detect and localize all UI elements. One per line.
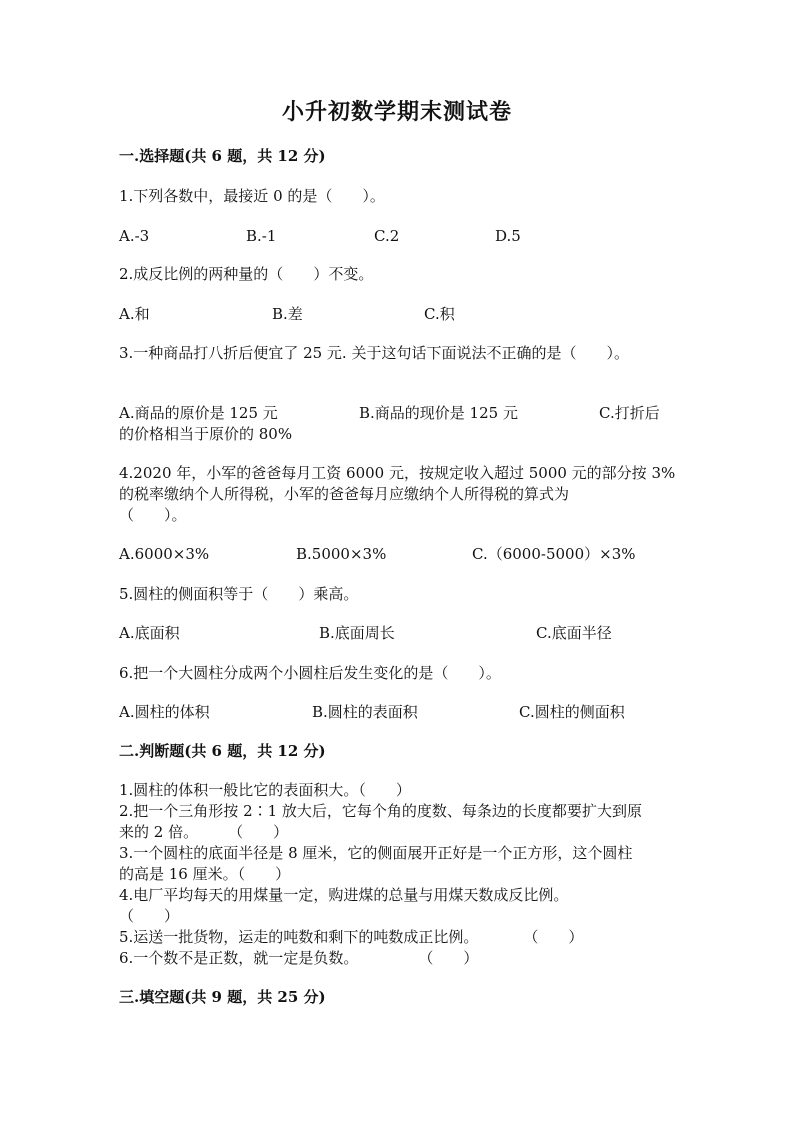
question-5-text: 5.圆柱的侧面积等于（ ）乘高。 bbox=[119, 585, 359, 603]
section-heading-choice: 一.选择题(共 6 题，共 12 分) bbox=[119, 147, 326, 165]
judge-line-2: 2.把一个三角形按 2∶1 放大后，它每个角的度数、每条边的长度都要扩大到原 bbox=[119, 802, 642, 820]
q1-option-a: A.-3 bbox=[119, 227, 150, 245]
q1-option-d: D.5 bbox=[495, 227, 521, 245]
q6-option-c: C.圆柱的侧面积 bbox=[519, 703, 625, 721]
q5-option-c: C.底面半径 bbox=[536, 624, 612, 642]
question-2-text: 2.成反比例的两种量的（ ）不变。 bbox=[119, 265, 374, 283]
judge-line-1: 1.圆柱的体积一般比它的表面积大。（ ） bbox=[119, 781, 411, 799]
q2-option-b: B.差 bbox=[272, 305, 303, 323]
judge-line-9: 6.一个数不是正数，就一定是负数。 （ ） bbox=[119, 949, 479, 967]
section-heading-fill: 三.填空题(共 9 题，共 25 分) bbox=[119, 988, 326, 1006]
q3-option-a: A.商品的原价是 125 元 bbox=[119, 404, 278, 422]
q1-option-c: C.2 bbox=[374, 227, 400, 245]
judge-line-6: 4.电厂平均每天的用煤量一定，购进煤的总量与用煤天数成反比例。 bbox=[119, 886, 569, 904]
q3-option-c-continuation: 的价格相当于原价的 80% bbox=[119, 425, 293, 443]
question-1-text: 1.下列各数中，最接近 0 的是（ ）。 bbox=[119, 187, 385, 205]
judge-line-8: 5.运送一批货物，运走的吨数和剩下的吨数成正比例。 （ ） bbox=[119, 928, 584, 946]
section-heading-judge: 二.判断题(共 6 题，共 12 分) bbox=[119, 742, 326, 760]
q2-option-c: C.积 bbox=[424, 305, 455, 323]
q6-option-b: B.圆柱的表面积 bbox=[312, 703, 418, 721]
q4-option-b: B.5000×3% bbox=[296, 545, 387, 563]
q6-option-a: A.圆柱的体积 bbox=[119, 703, 210, 721]
judge-line-7: （ ） bbox=[119, 907, 180, 925]
question-4-line-1: 4.2020 年，小军的爸爸每月工资 6000 元，按规定收入超过 5000 元的部分按 3% bbox=[119, 464, 676, 482]
question-3-text: 3.一种商品打八折后便宜了 25 元. 关于这句话下面说法不正确的是（ ）。 bbox=[119, 344, 629, 362]
q4-option-a: A.6000×3% bbox=[119, 545, 210, 563]
question-4-line-2: 的税率缴纳个人所得税，小军的爸爸每月应缴纳个人所得税的算式为 bbox=[119, 485, 570, 503]
question-6-text: 6.把一个大圆柱分成两个小圆柱后发生变化的是（ ）。 bbox=[119, 664, 501, 682]
judge-line-4: 3.一个圆柱的底面半径是 8 厘米，它的侧面展开正好是一个正方形，这个圆柱 bbox=[119, 844, 633, 862]
q1-option-b: B.-1 bbox=[246, 227, 277, 245]
question-4-line-3: （ ）。 bbox=[119, 506, 187, 524]
judge-line-5: 的高是 16 厘米。（ ） bbox=[119, 865, 291, 883]
q3-option-b: B.商品的现价是 125 元 bbox=[359, 404, 518, 422]
q5-option-b: B.底面周长 bbox=[319, 624, 395, 642]
q2-option-a: A.和 bbox=[119, 305, 150, 323]
q3-option-c: C.打折后 bbox=[599, 404, 660, 422]
q4-option-c: C.（6000-5000）×3% bbox=[472, 545, 636, 563]
page-title: 小升初数学期末测试卷 bbox=[281, 99, 512, 125]
judge-line-3: 来的 2 倍。 （ ） bbox=[119, 823, 289, 841]
q5-option-a: A.底面积 bbox=[119, 624, 180, 642]
